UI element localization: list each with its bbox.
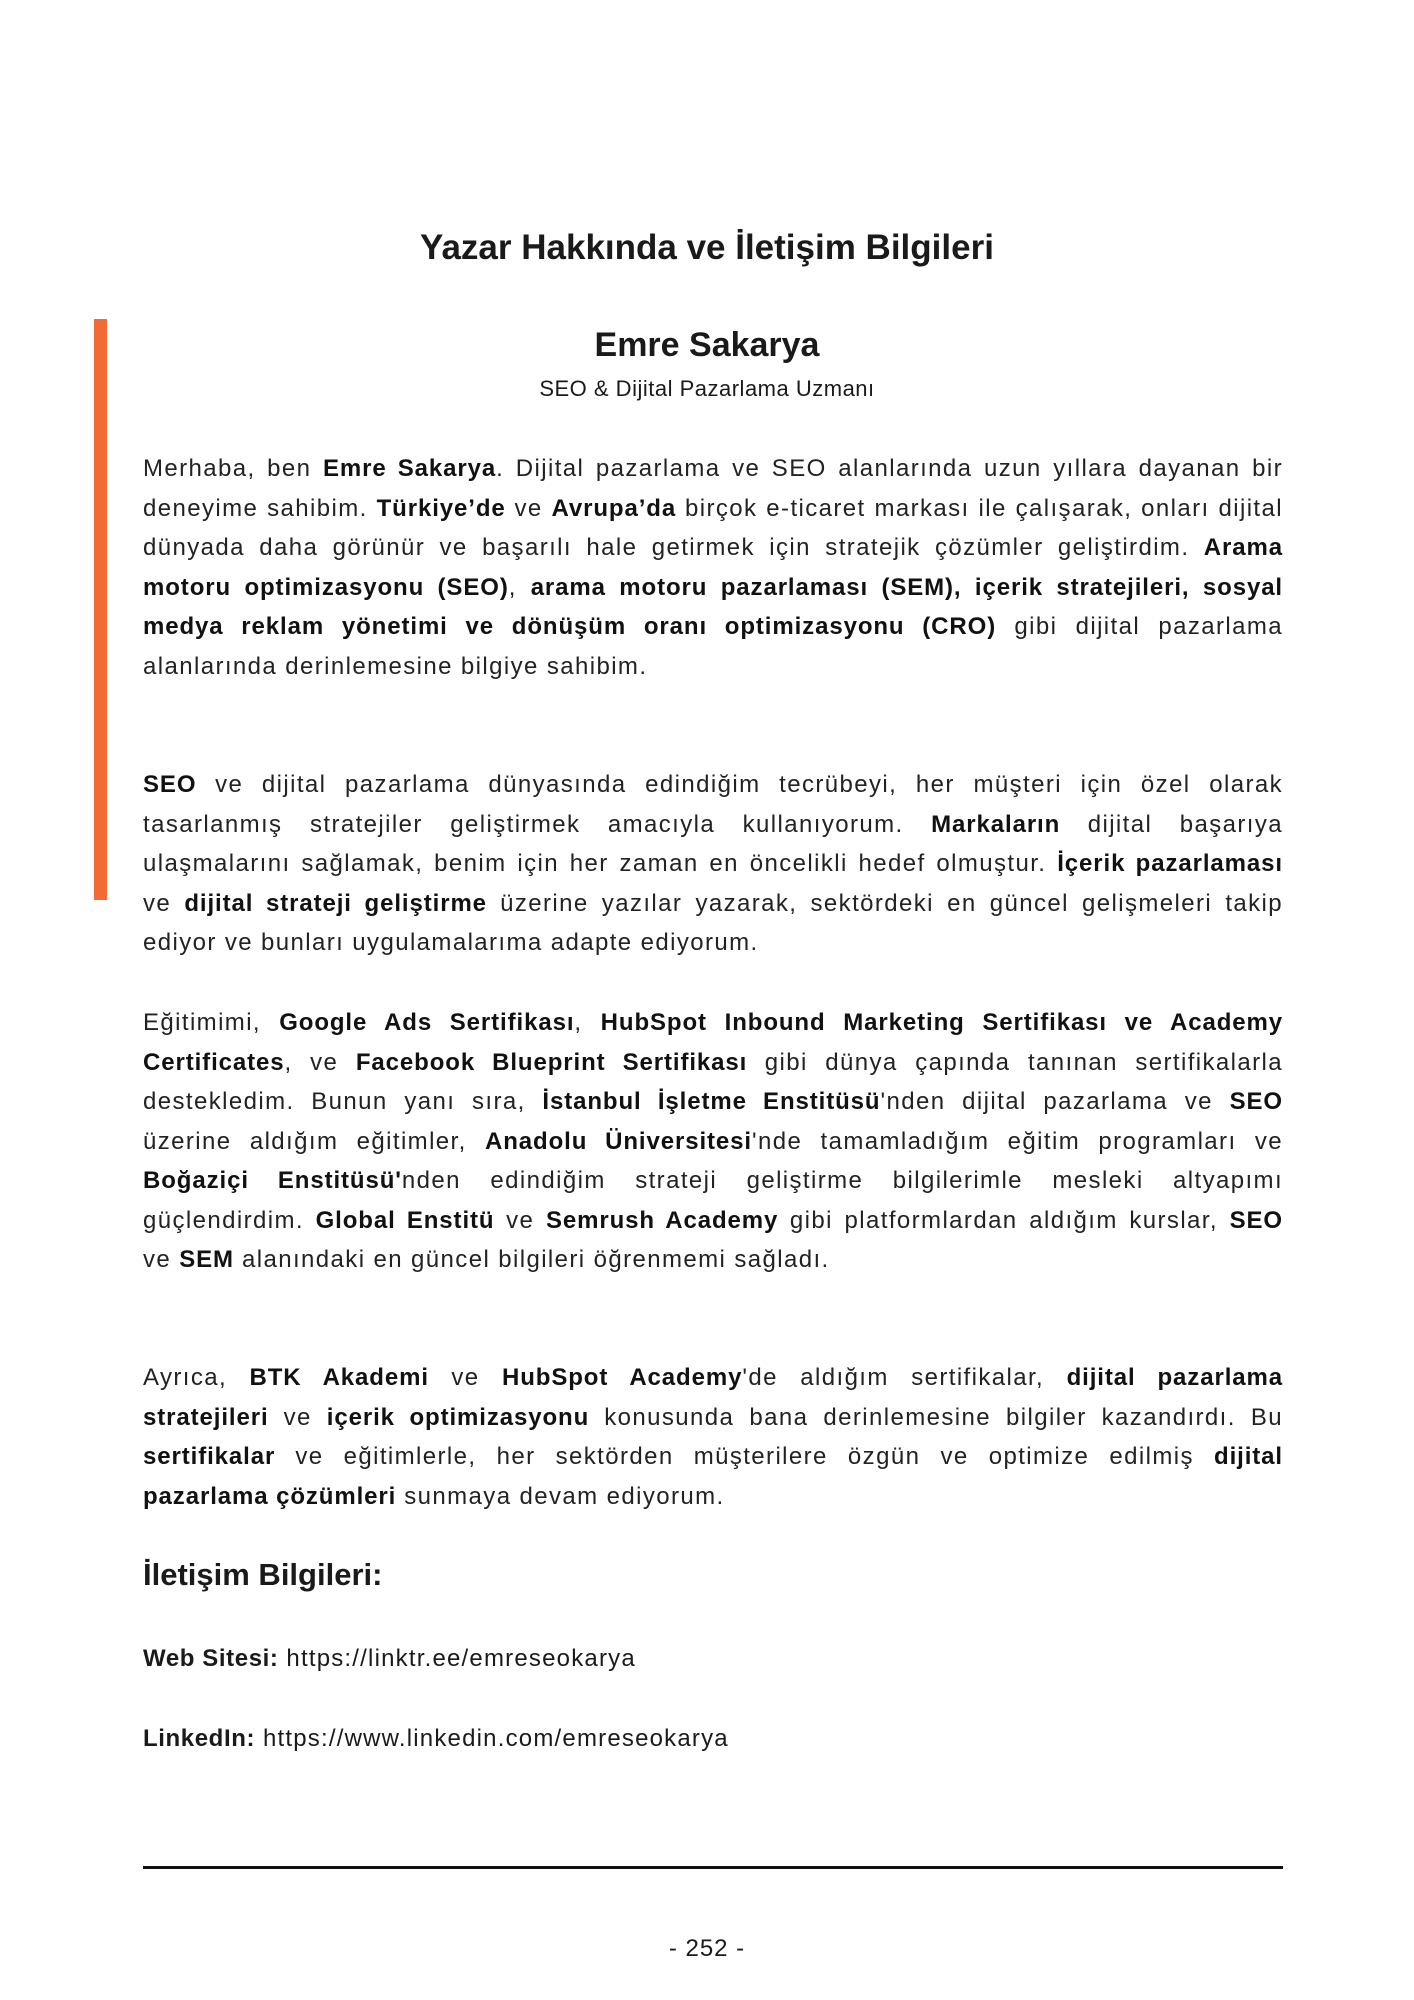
linkedin-label: LinkedIn:: [143, 1725, 256, 1752]
text-segment: Eğitimimi,: [143, 1009, 280, 1036]
bio-paragraph: [143, 765, 1283, 963]
text-segment: üzerine aldığım eğitimler,: [143, 1127, 485, 1155]
text-segment: ve: [143, 889, 185, 917]
bold-text: Emre Sakarya: [323, 455, 497, 482]
bold-text: BTK Akademi: [249, 1364, 429, 1391]
text-segment: ve dijital pazarlama dünyasında edindiğim tecrübeyi, her müşteri için özel olarak tasarlanmış stratejiler geliştirmek amacıyla kullanıyorum.: [143, 771, 1283, 838]
linkedin-link[interactable]: https://www.linkedin.com/emreseokarya: [262, 1725, 729, 1752]
text-segment: ,: [574, 1009, 601, 1036]
bold-text: sertifikalar: [143, 1443, 276, 1470]
bold-text: Global Enstitü: [315, 1206, 495, 1234]
bio-paragraph: [143, 449, 1283, 686]
text-segment: . Dijital pazarlama ve SEO alanlarında uzun yıllara dayanan bir deneyime sahibim.: [143, 455, 1283, 522]
page-number: - 252 -: [668, 1935, 746, 1962]
bold-text: İstanbul İşletme Enstitüsü: [542, 1088, 881, 1115]
text-segment: ,: [508, 573, 531, 601]
text-segment: 'nde tamamladığım eğitim programları ve: [751, 1127, 1283, 1155]
text-segment: gibi dijital pazarlama alanlarında derinlemesine bilgiye sahibim.: [143, 613, 1284, 680]
bold-text: Google Ads Sertifikası: [279, 1009, 575, 1036]
text-segment: üzerine yazılar yazarak, sektördeki en güncel gelişmeleri takip ediyor ve bunları uygulamalarıma adapte ediyorum.: [143, 889, 1284, 956]
bold-text: SEO: [143, 771, 197, 798]
text-segment: dijital başarıya ulaşmalarını sağlamak, benim için her zaman en öncelikli hedef olmuştur.: [143, 810, 1283, 877]
accent-bar: [94, 319, 107, 900]
text-segment: sunmaya devam ediyorum.: [396, 1482, 725, 1510]
page-title: Yazar Hakkında ve İletişim Bilgileri: [420, 228, 994, 267]
bold-text: SEM: [179, 1246, 234, 1273]
bold-text: HubSpot Academy: [501, 1364, 743, 1391]
bold-text: dijital pazarlama çözümleri: [143, 1443, 1283, 1510]
bold-text: Avrupa’da: [551, 494, 677, 522]
text-segment: ve eğitimlerle, her sektörden müşterilere özgün ve optimize edilmiş: [275, 1443, 1215, 1470]
bold-text: dijital strateji geliştirme: [184, 889, 487, 917]
bold-text: Boğaziçi Enstitüsü': [143, 1167, 402, 1194]
bold-text: Türkiye’de: [376, 494, 506, 522]
text-segment: konusunda bana derinlemesine bilgiler kazandırdı. Bu: [589, 1403, 1283, 1431]
text-segment: ve: [505, 494, 552, 522]
author-subtitle: SEO & Dijital Pazarlama Uzmanı: [539, 376, 875, 401]
text-segment: ve: [268, 1403, 327, 1431]
footer-divider: [143, 1866, 1283, 1869]
bold-text: SEO: [1229, 1206, 1283, 1234]
bold-text: Facebook Blueprint Sertifikası: [355, 1048, 748, 1076]
text-segment: Merhaba, ben: [143, 455, 324, 482]
bio-paragraph: [143, 1003, 1283, 1280]
bold-text: arama motoru pazarlaması (SEM), içerik stratejileri, sosyal medya reklam yönetimi ve dönüşüm oranı optimizasyonu (CRO): [143, 573, 1284, 640]
text-segment: 'nden dijital pazarlama ve: [880, 1088, 1230, 1115]
bold-text: dijital pazarlama stratejileri: [143, 1364, 1283, 1431]
text-segment: nden edindiğim strateji geliştirme bilgilerimle mesleki altyapımı güçlendirdim.: [143, 1167, 1284, 1234]
bold-text: içerik optimizasyonu: [326, 1403, 590, 1431]
text-segment: 'de aldığım sertifikalar,: [742, 1364, 1067, 1391]
text-segment: gibi dünya çapında tanınan sertifikalarla destekledim. Bunun yanı sıra,: [143, 1048, 1283, 1115]
contact-heading: İletişim Bilgileri:: [143, 1557, 383, 1592]
website-label: Web Sitesi:: [143, 1645, 279, 1672]
text-segment: gibi platformlardan aldığım kurslar,: [778, 1206, 1230, 1234]
website-line: [143, 1645, 636, 1673]
text-segment: ve: [494, 1206, 546, 1234]
bold-text: Semrush Academy: [545, 1206, 779, 1234]
bold-text: Markaların: [931, 810, 1061, 838]
bold-text: SEO: [1229, 1088, 1283, 1115]
text-segment: , ve: [284, 1048, 356, 1076]
text-segment: birçok e-ticaret markası ile çalışarak, onları dijital dünyada daha görünür ve başarılı hale getirmek için stratejik çözümler geliştirdim.: [143, 494, 1283, 561]
bio-paragraph: [143, 1358, 1283, 1516]
author-name: Emre Sakarya: [594, 326, 820, 364]
bold-text: HubSpot Inbound Marketing Sertifikası ve Academy Certificates: [143, 1009, 1283, 1076]
text-segment: Ayrıca,: [143, 1364, 250, 1391]
bold-text: İçerik pazarlaması: [1057, 850, 1283, 877]
website-link[interactable]: https://linktr.ee/emreseokarya: [286, 1645, 636, 1672]
text-segment: ve: [428, 1364, 502, 1391]
linkedin-line: [143, 1725, 729, 1753]
bold-text: Arama motoru optimizasyonu (SEO): [143, 534, 1283, 601]
text-segment: alanındaki en güncel bilgileri öğrenmemi sağladı.: [233, 1246, 830, 1273]
bold-text: Anadolu Üniversitesi: [485, 1127, 752, 1155]
text-segment: ve: [143, 1246, 180, 1273]
